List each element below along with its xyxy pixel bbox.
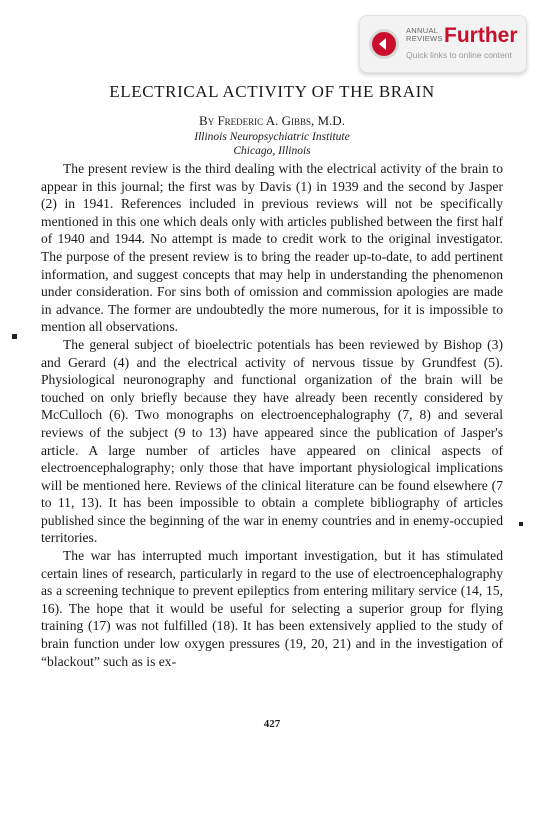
body-paragraph: The present review is the third dealing with the electrical activity of the brain to appear in this journal; the first was by Davis (1) in 1939 and the second by Jasper (2) in 1941. References included in previous reviews will not be specifically mentioned in this one which deals only with articles published between the first half of 1940 and 1944. No attempt is made to credit work to the original investigator. The purpose of the present review is to bring the reader up-to-date, to add pertinent information, and suggest concepts that may help in understanding the phenomenon under consideration. For sins both of omission and commission apologies are made in advance. The former are undoubtedly the more numerous, for it is impossible to mention all observations. (41, 161, 503, 335)
author-line (0, 113, 544, 129)
affiliation-city: Chicago, Illinois (233, 145, 311, 157)
margin-mark (12, 334, 17, 339)
further-links-badge[interactable] (359, 15, 527, 73)
margin-mark (519, 522, 523, 526)
author-name: Frederic A. Gibbs, M.D. (217, 113, 345, 128)
article-title: ELECTRICAL ACTIVITY OF THE BRAIN (109, 82, 435, 101)
badge-brand-line1: ANNUAL (406, 26, 439, 35)
badge-brand-line2: REVIEWS (406, 34, 443, 43)
affiliation-institute: Illinois Neuropsychiatric Institute (194, 131, 350, 143)
page-number: 427 (263, 718, 281, 730)
article-body (41, 160, 503, 670)
body-paragraph: The general subject of bioelectric potentials has been reviewed by Bishop (3) and Gerard (4) and the electrical activity of nervous tissue by Grundfest (5). Physiological neuronography and functional organization of the brain will be touched on only briefly because they have already been recently considered by McCulloch (6). Two monographs on electroencephalography (7, 8) and several reviews of the subject (9 to 13) have appeared since the publication of Jasper's article. A large number of articles have appeared on clinical aspects of electroencephalography; only those that have important physiological implications will be mentioned here. Reviews of the clinical literature can be found elsewhere (7 to 11, 13). It has been impossible to obtain a complete bibliography of articles published since the beginning of the war in enemy countries and in enemy-occupied territories. (41, 336, 503, 546)
badge-further-label: Further (444, 24, 518, 47)
author-prefix: By (199, 113, 215, 128)
play-arrow-icon (369, 29, 399, 59)
badge-tagline: Quick links to online content (406, 50, 512, 60)
body-paragraph: The war has interrupted much important investigation, but it has stimulated certain lines of research, particularly in regard to the use of electroencephalography as a screening technique to prevent epileptics from entering military service (14, 15, 16). The hope that it would be useful for selecting a superior group for flying training (17) was not fulfilled (18). It has been extensively applied to the study of brain function under low oxygen pressures (19, 20, 21) and in the investigation of “blackout” such as is ex- (41, 548, 503, 669)
